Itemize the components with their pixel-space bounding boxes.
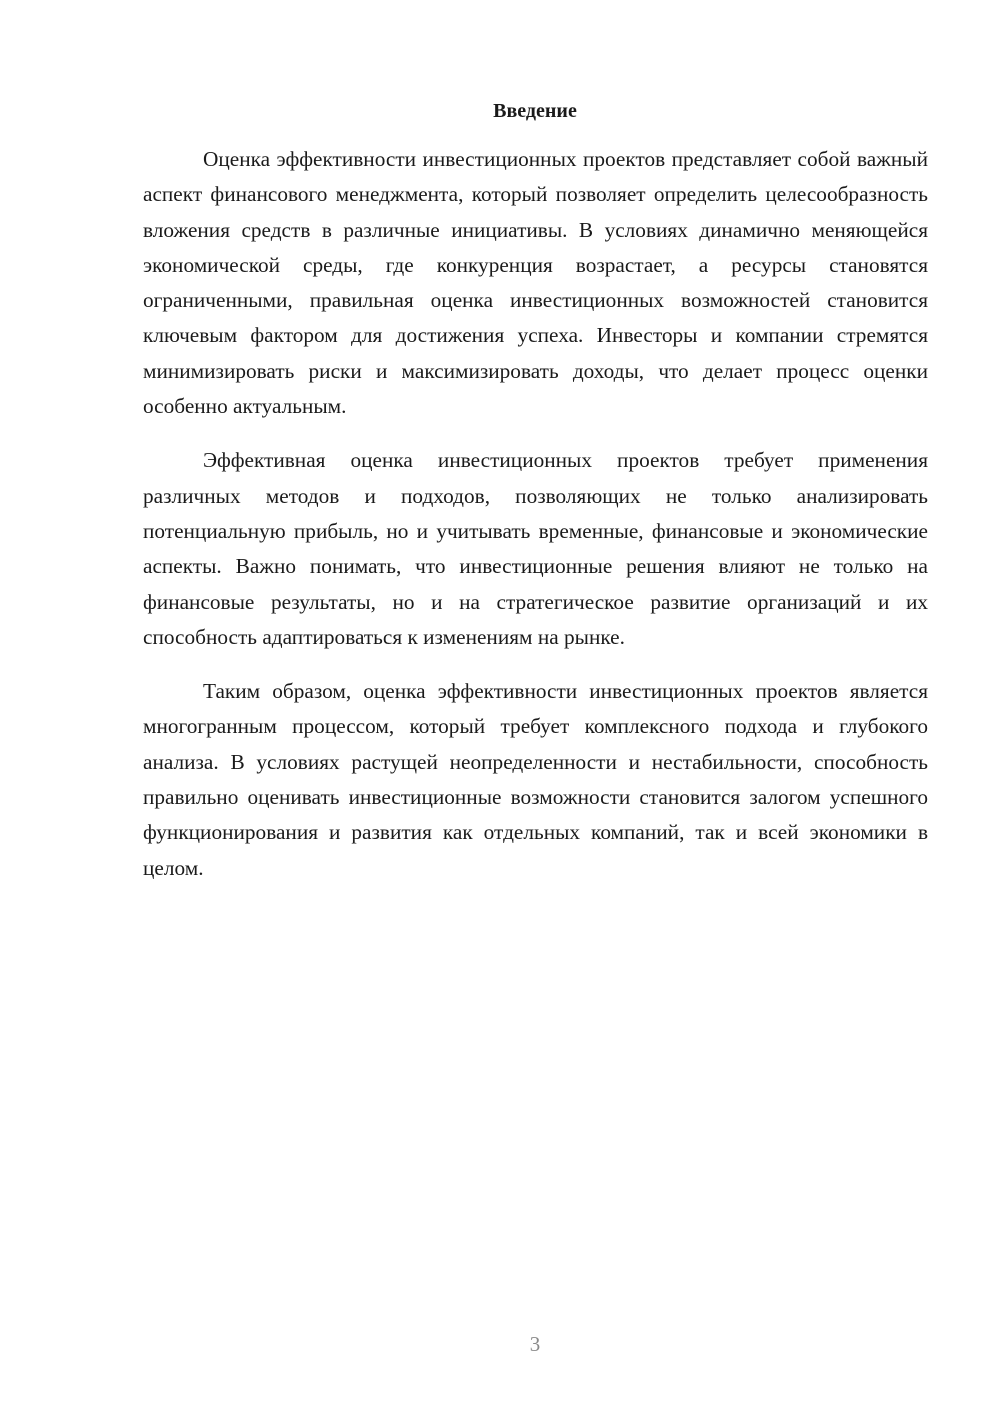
page-title: Введение: [493, 100, 577, 122]
paragraph-2: Эффективная оценка инвестиционных проектов требует применения различных методов и подходов, позволяющих не только анализировать потенциальную прибыль, но и учитывать временные, финансовые и экономические аспекты. Важно понимать, что инвестиционные решения влияют не только на финансовые результаты, но и на стратегическое развитие организаций и их способность адаптироваться к изменениям на рынке.: [143, 448, 928, 649]
body-text: [143, 142, 928, 905]
paragraph-1: Оценка эффективности инвестиционных проектов представляет собой важный аспект финансового менеджмента, который позволяет определить целесообразность вложения средств в различные инициативы. В условиях динамично меняющейся экономической среды, где конкуренция возрастает, а ресурсы становятся ограниченными, правильная оценка инвестиционных возможностей становится ключевым фактором для достижения успеха. Инвесторы и компании стремятся минимизировать риски и максимизировать доходы, что делает процесс оценки особенно актуальным.: [143, 147, 928, 419]
page-number: 3: [529, 1332, 541, 1356]
paragraph-3: Таким образом, оценка эффективности инвестиционных проектов является многогранным процессом, который требует комплексного подхода и глубокого анализа. В условиях растущей неопределенности и нестабильности, способность правильно оценивать инвестиционные возможности становится залогом успешного функционирования и развития как отдельных компаний, так и всей экономики в целом.: [143, 679, 928, 880]
